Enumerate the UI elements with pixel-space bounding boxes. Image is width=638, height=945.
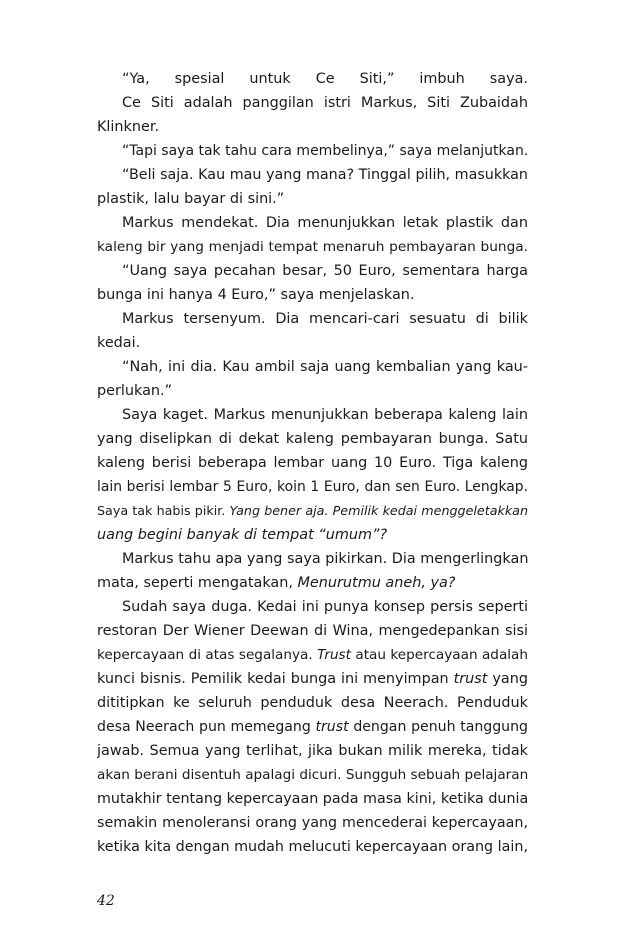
text-line: uang begini banyak di tempat “umum”? — [97, 527, 388, 543]
text-line: “Uang saya pecahan besar, 50 Euro, sementara harga — [122, 263, 528, 279]
text-line: mutakhir tentang kepercayaan pada masa kini, ketika dunia — [97, 791, 528, 807]
text-line: kunci bisnis. Pemilik kedai bunga ini menyimpan trust yang — [97, 671, 528, 687]
text-line: ketika kita dengan mudah melucuti kepercayaan orang lain, — [97, 839, 528, 855]
text-line: semakin menoleransi orang yang mencederai kepercayaan, — [97, 815, 528, 831]
text-line: Sudah saya duga. Kedai ini punya konsep persis seperti — [122, 599, 528, 615]
book-page-body — [97, 67, 528, 859]
text-line: Markus tahu apa yang saya pikirkan. Dia mengerlingkan — [122, 551, 528, 567]
text-line: jawab. Semua yang terlihat, jika bukan milik mereka, tidak — [97, 743, 528, 759]
text-line: akan berani disentuh apalagi dicuri. Sungguh sebuah pelajaran — [97, 767, 528, 783]
page-number: 42 — [97, 893, 115, 909]
text-line: mata, seperti mengatakan, Menurutmu aneh, ya? — [97, 575, 456, 591]
text-line: kaleng bir yang menjadi tempat menaruh pembayaran bunga. — [97, 239, 528, 255]
text-line: desa Neerach pun memegang trust dengan penuh tanggung — [97, 719, 528, 735]
text-line: perlukan.” — [97, 383, 173, 399]
text-line: yang diselipkan di dekat kaleng pembayaran bunga. Satu — [97, 431, 528, 447]
text-line: “Ya, spesial untuk Ce Siti,” imbuh saya. — [122, 71, 528, 87]
text-line: Markus mendekat. Dia menunjukkan letak plastik dan — [122, 215, 528, 231]
text-line: Ce Siti adalah panggilan istri Markus, Siti Zubaidah — [122, 95, 528, 111]
text-line: bunga ini hanya 4 Euro,” saya menjelaskan. — [97, 287, 415, 303]
text-line: Markus tersenyum. Dia mencari-cari sesuatu di bilik — [122, 311, 528, 327]
text-line: kepercayaan di atas segalanya. Trust atau kepercayaan adalah — [97, 647, 528, 663]
text-line: dititipkan ke seluruh penduduk desa Neerach. Penduduk — [97, 695, 528, 711]
text-line: lain berisi lembar 5 Euro, koin 1 Euro, dan sen Euro. Lengkap. — [97, 479, 528, 495]
text-line: “Beli saja. Kau mau yang mana? Tinggal pilih, masukkan — [122, 167, 528, 183]
text-line: restoran Der Wiener Deewan di Wina, mengedepankan sisi — [97, 623, 528, 639]
text-line: Klinkner. — [97, 119, 160, 135]
text-line: Saya kaget. Markus menunjukkan beberapa kaleng lain — [122, 407, 528, 423]
text-line: “Tapi saya tak tahu cara membelinya,” saya melanjutkan. — [122, 143, 528, 159]
text-line: plastik, lalu bayar di sini.” — [97, 191, 285, 207]
text-line: Saya tak habis pikir. Yang bener aja. Pemilik kedai menggeletakkan — [97, 503, 528, 518]
text-line: “Nah, ini dia. Kau ambil saja uang kembalian yang kau- — [122, 359, 528, 375]
text-line: kedai. — [97, 335, 141, 351]
text-line: kaleng berisi beberapa lembar uang 10 Euro. Tiga kaleng — [97, 455, 528, 471]
